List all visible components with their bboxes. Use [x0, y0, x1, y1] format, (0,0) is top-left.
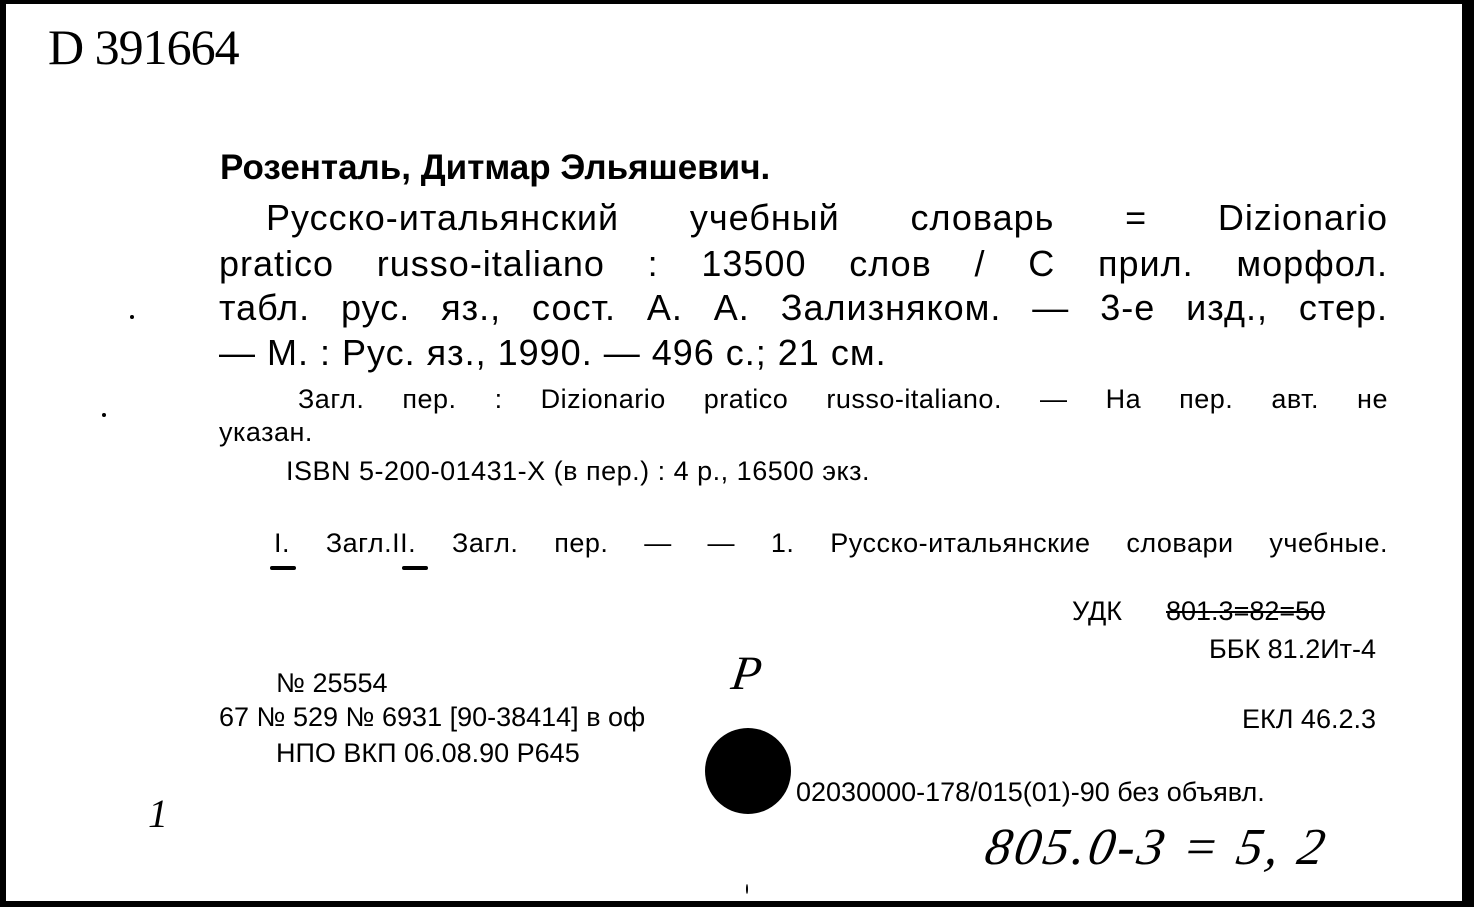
call-number: D 391664	[48, 19, 239, 75]
registry-numbers: 67 № 529 № 6931 [90-38414] в оф	[219, 702, 646, 732]
punch-hole	[705, 728, 791, 814]
speck	[746, 884, 748, 894]
author-heading: Розенталь, Дитмар Эльяшевич.	[220, 148, 771, 187]
speck	[130, 315, 134, 319]
title-line: табл. рус. яз., сост. А. А. Зализняком. — 3-е изд., стер.	[219, 287, 1388, 328]
npo-line: НПО ВКП 06.08.90 Р645	[276, 738, 580, 768]
handwritten-shelf-mark: 805.0-3 = 5, 2	[980, 819, 1333, 876]
udk-value: 801.3=82=50	[1166, 596, 1326, 626]
title-line: — М. : Рус. яз., 1990. — 496 с.; 21 см.	[219, 332, 887, 373]
underline-mark	[270, 566, 296, 570]
accession-number: № 25554	[276, 668, 388, 698]
cover-title-note: указан.	[219, 417, 313, 447]
subject-tracing: I. Загл.II. Загл. пер. — — 1. Русско-итальянские словари учебные.	[274, 528, 1388, 558]
catalog-card	[6, 4, 1466, 901]
bbk-code: ББК 81.2Ит-4	[1209, 634, 1376, 664]
handwritten-p-mark: P	[728, 647, 766, 700]
handwritten-margin-mark: 1	[148, 791, 168, 836]
ekl-code: ЕКЛ 46.2.3	[1241, 704, 1376, 734]
underline-mark	[402, 566, 428, 570]
cover-title-note: Загл. пер. : Dizionario pratico russo-italiano. — На пер. авт. не	[298, 384, 1388, 414]
publication-code: 02030000-178/015(01)-90 без объявл.	[796, 777, 1265, 807]
title-line: Русско-итальянский учебный словарь = Dizionario	[266, 197, 1388, 238]
title-line: pratico russo-italiano : 13500 слов / С прил. морфол.	[219, 243, 1388, 284]
speck	[102, 413, 106, 417]
udk-label: УДК	[1072, 596, 1122, 626]
isbn-line: ISBN 5-200-01431-X (в пер.) : 4 р., 16500 экз.	[286, 456, 871, 486]
